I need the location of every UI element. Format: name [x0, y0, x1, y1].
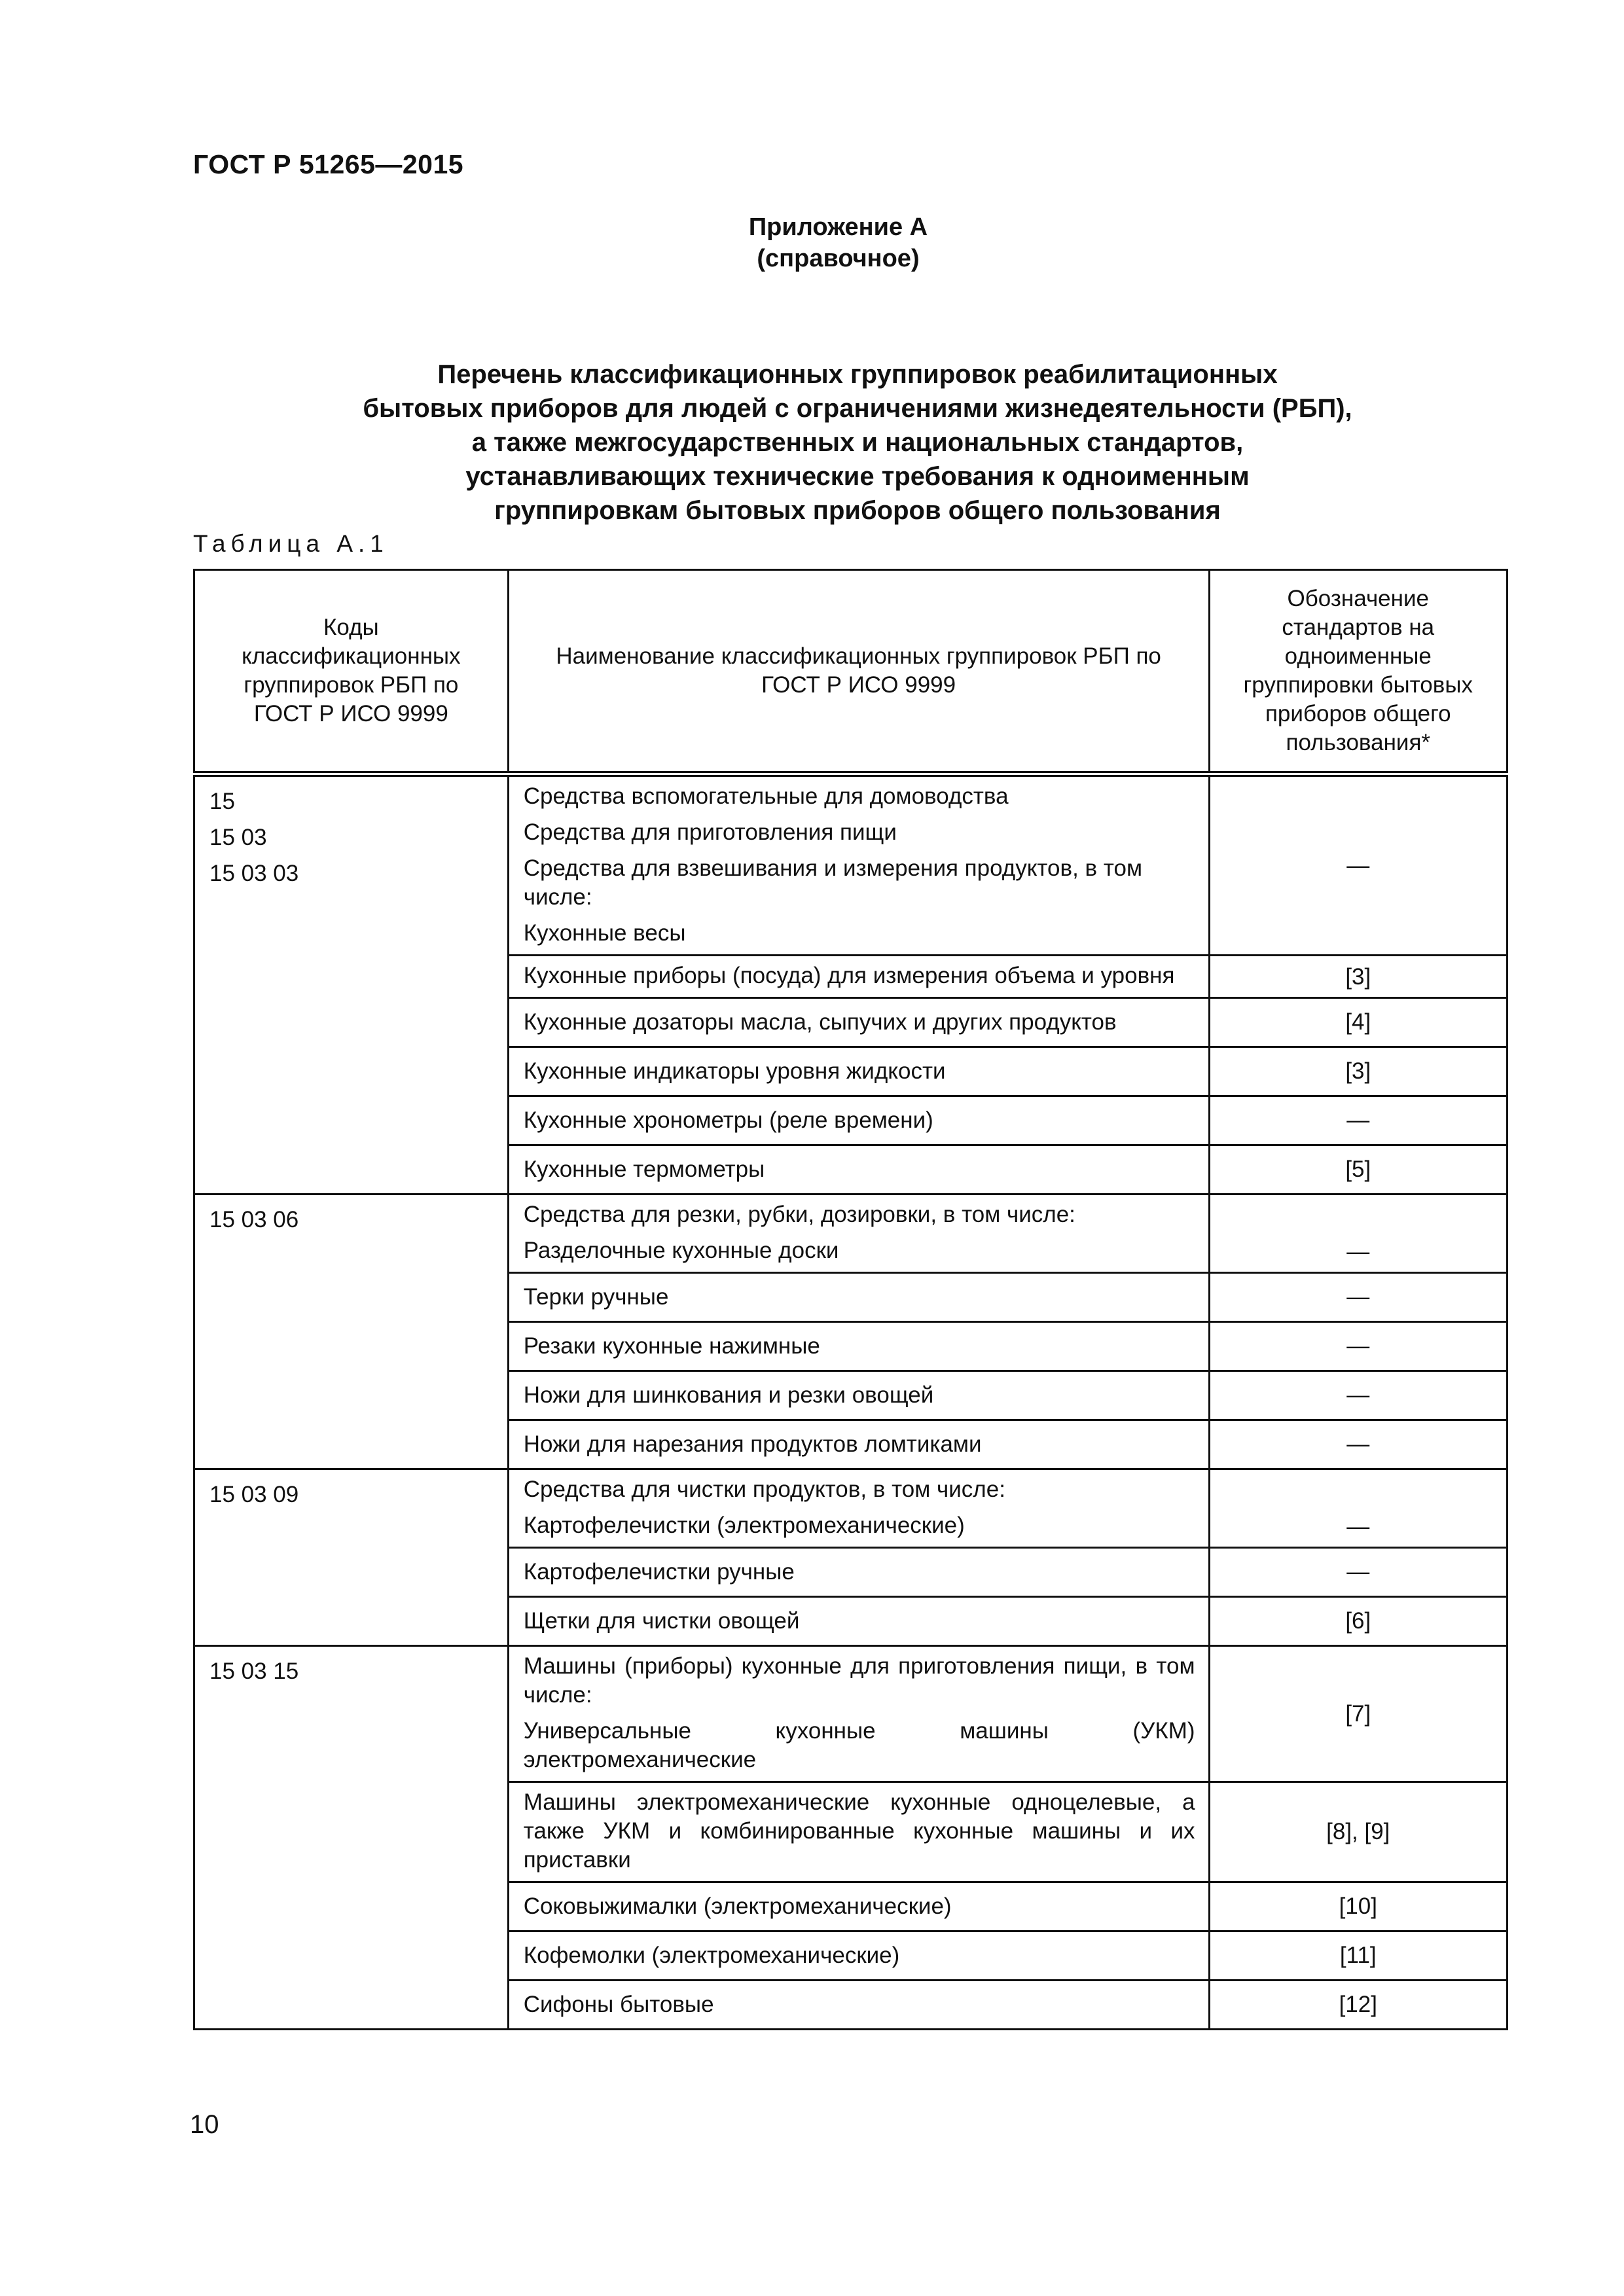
title-line: устанавливающих технические требования к одноименным: [465, 462, 1250, 491]
name-cell: [508, 1371, 1209, 1420]
name-cell: [508, 1597, 1209, 1646]
table-row: [194, 1194, 1507, 1273]
name-line: Соковыжималки (электромеханические): [523, 1893, 952, 1919]
name-cell: [508, 1194, 1209, 1273]
ref-cell: —: [1209, 1273, 1507, 1322]
ref-cell: [5]: [1209, 1145, 1507, 1194]
code: 15 03 03: [209, 861, 299, 886]
name-line: Средства для чистки продуктов, в том числе:: [523, 1477, 1005, 1502]
name-line: Кофемолки (электромеханические): [523, 1943, 900, 1968]
name-line: Ножи для шинкования и резки овощей: [523, 1382, 934, 1408]
appendix-heading: [0, 211, 1624, 274]
name-line: Щетки для чистки овощей: [523, 1608, 800, 1634]
code-cell: [194, 1646, 509, 2030]
name-line: Кухонные индикаторы уровня жидкости: [523, 1058, 946, 1084]
name-line: Кухонные хронометры (реле времени): [523, 1107, 933, 1133]
appendix-subtitle: (справочное): [757, 245, 920, 272]
name-cell: [508, 1273, 1209, 1322]
name-line: Кухонные приборы (посуда) для измерения объема и уровня: [523, 963, 1175, 988]
ref-cell: [7]: [1209, 1646, 1507, 1782]
name-line: Кухонные термометры: [523, 1157, 765, 1182]
name-line: Кухонные дозаторы масла, сыпучих и других продуктов: [523, 1009, 1117, 1035]
name-line: Универсальные кухонные машины (УКМ) электромеханические: [523, 1718, 1195, 1772]
ref-cell: —: [1209, 1371, 1507, 1420]
header-standards: Обозначение стандартов на одноименные группировки бытовых приборов общего пользования*: [1209, 570, 1507, 774]
name-line: Картофелечистки (электромеханические): [523, 1513, 965, 1538]
ref-cell: [12]: [1209, 1981, 1507, 2030]
ref-cell: —: [1209, 1194, 1507, 1273]
code: 15: [209, 789, 235, 814]
name-line: Кухонные весы: [523, 920, 686, 946]
name-cell: [508, 1548, 1209, 1597]
code-cell: [194, 1469, 509, 1646]
classification-table: [193, 569, 1508, 2030]
table-row: [194, 1646, 1507, 1782]
name-line: Средства для взвешивания и измерения продуктов, в том числе:: [523, 855, 1143, 910]
name-line: Резаки кухонные нажимные: [523, 1333, 820, 1359]
name-cell: [508, 774, 1209, 956]
name-line: Машины (приборы) кухонные для приготовления пищи, в том числе:: [523, 1653, 1195, 1708]
ref-cell: —: [1209, 1420, 1507, 1469]
ref-cell: —: [1209, 1548, 1507, 1597]
name-cell: [508, 1981, 1209, 2030]
document-id: ГОСТ Р 51265—2015: [193, 149, 464, 179]
name-cell: [508, 1322, 1209, 1371]
ref-cell: [10]: [1209, 1882, 1507, 1931]
ref-cell: [6]: [1209, 1597, 1507, 1646]
name-cell: [508, 1931, 1209, 1981]
name-line: Средства для приготовления пищи: [523, 819, 897, 845]
header-names: Наименование классификационных группировок РБП по ГОСТ Р ИСО 9999: [508, 570, 1209, 774]
name-line: Ножи для нарезания продуктов ломтиками: [523, 1431, 982, 1457]
title-line: группировкам бытовых приборов общего пользования: [494, 496, 1221, 525]
table-header-row: [194, 570, 1507, 774]
name-cell: [508, 1469, 1209, 1548]
header-codes: Коды классификационных группировок РБП по ГОСТ Р ИСО 9999: [194, 570, 509, 774]
name-cell: [508, 1882, 1209, 1931]
code: 15 03 06: [209, 1207, 299, 1232]
table-caption: Таблица А.1: [193, 530, 389, 557]
code: 15 03 09: [209, 1482, 299, 1507]
table-row: [194, 774, 1507, 956]
code: 15 03 15: [209, 1659, 299, 1684]
name-line: Сифоны бытовые: [523, 1992, 714, 2017]
ref-cell: [11]: [1209, 1931, 1507, 1981]
ref-cell: —: [1209, 1096, 1507, 1145]
title-line: Перечень классификационных группировок реабилитационных: [437, 360, 1278, 389]
name-line: Терки ручные: [523, 1284, 669, 1310]
name-line: Картофелечистки ручные: [523, 1559, 795, 1585]
ref-cell: [3]: [1209, 956, 1507, 998]
name-line: Средства вспомогательные для домоводства: [523, 783, 1009, 809]
name-cell: [508, 1096, 1209, 1145]
name-cell: [508, 998, 1209, 1047]
appendix-title: Приложение А: [748, 213, 928, 241]
ref-cell: [4]: [1209, 998, 1507, 1047]
page-number: 10: [190, 2110, 219, 2139]
title-line: а также межгосударственных и национальных стандартов,: [471, 428, 1244, 457]
name-line: Разделочные кухонные доски: [523, 1238, 839, 1263]
name-line: Средства для резки, рубки, дозировки, в том числе:: [523, 1202, 1075, 1227]
code-cell: [194, 774, 509, 1194]
name-cell: [508, 1145, 1209, 1194]
ref-cell: —: [1209, 774, 1507, 956]
ref-cell: [3]: [1209, 1047, 1507, 1096]
table-title: [209, 357, 1506, 528]
name-cell: [508, 1047, 1209, 1096]
name-cell: [508, 956, 1209, 998]
ref-cell: —: [1209, 1469, 1507, 1548]
title-line: бытовых приборов для людей с ограничениями жизнедеятельности (РБП),: [363, 394, 1352, 423]
name-cell: [508, 1646, 1209, 1782]
code: 15 03: [209, 825, 267, 850]
name-line: Машины электромеханические кухонные одноцелевые, а также УКМ и комбинированные кухонные машины и их приставки: [523, 1789, 1195, 1873]
code-cell: [194, 1194, 509, 1469]
table-row: [194, 1469, 1507, 1548]
ref-cell: [8], [9]: [1209, 1782, 1507, 1882]
ref-cell: —: [1209, 1322, 1507, 1371]
name-cell: [508, 1782, 1209, 1882]
name-cell: [508, 1420, 1209, 1469]
